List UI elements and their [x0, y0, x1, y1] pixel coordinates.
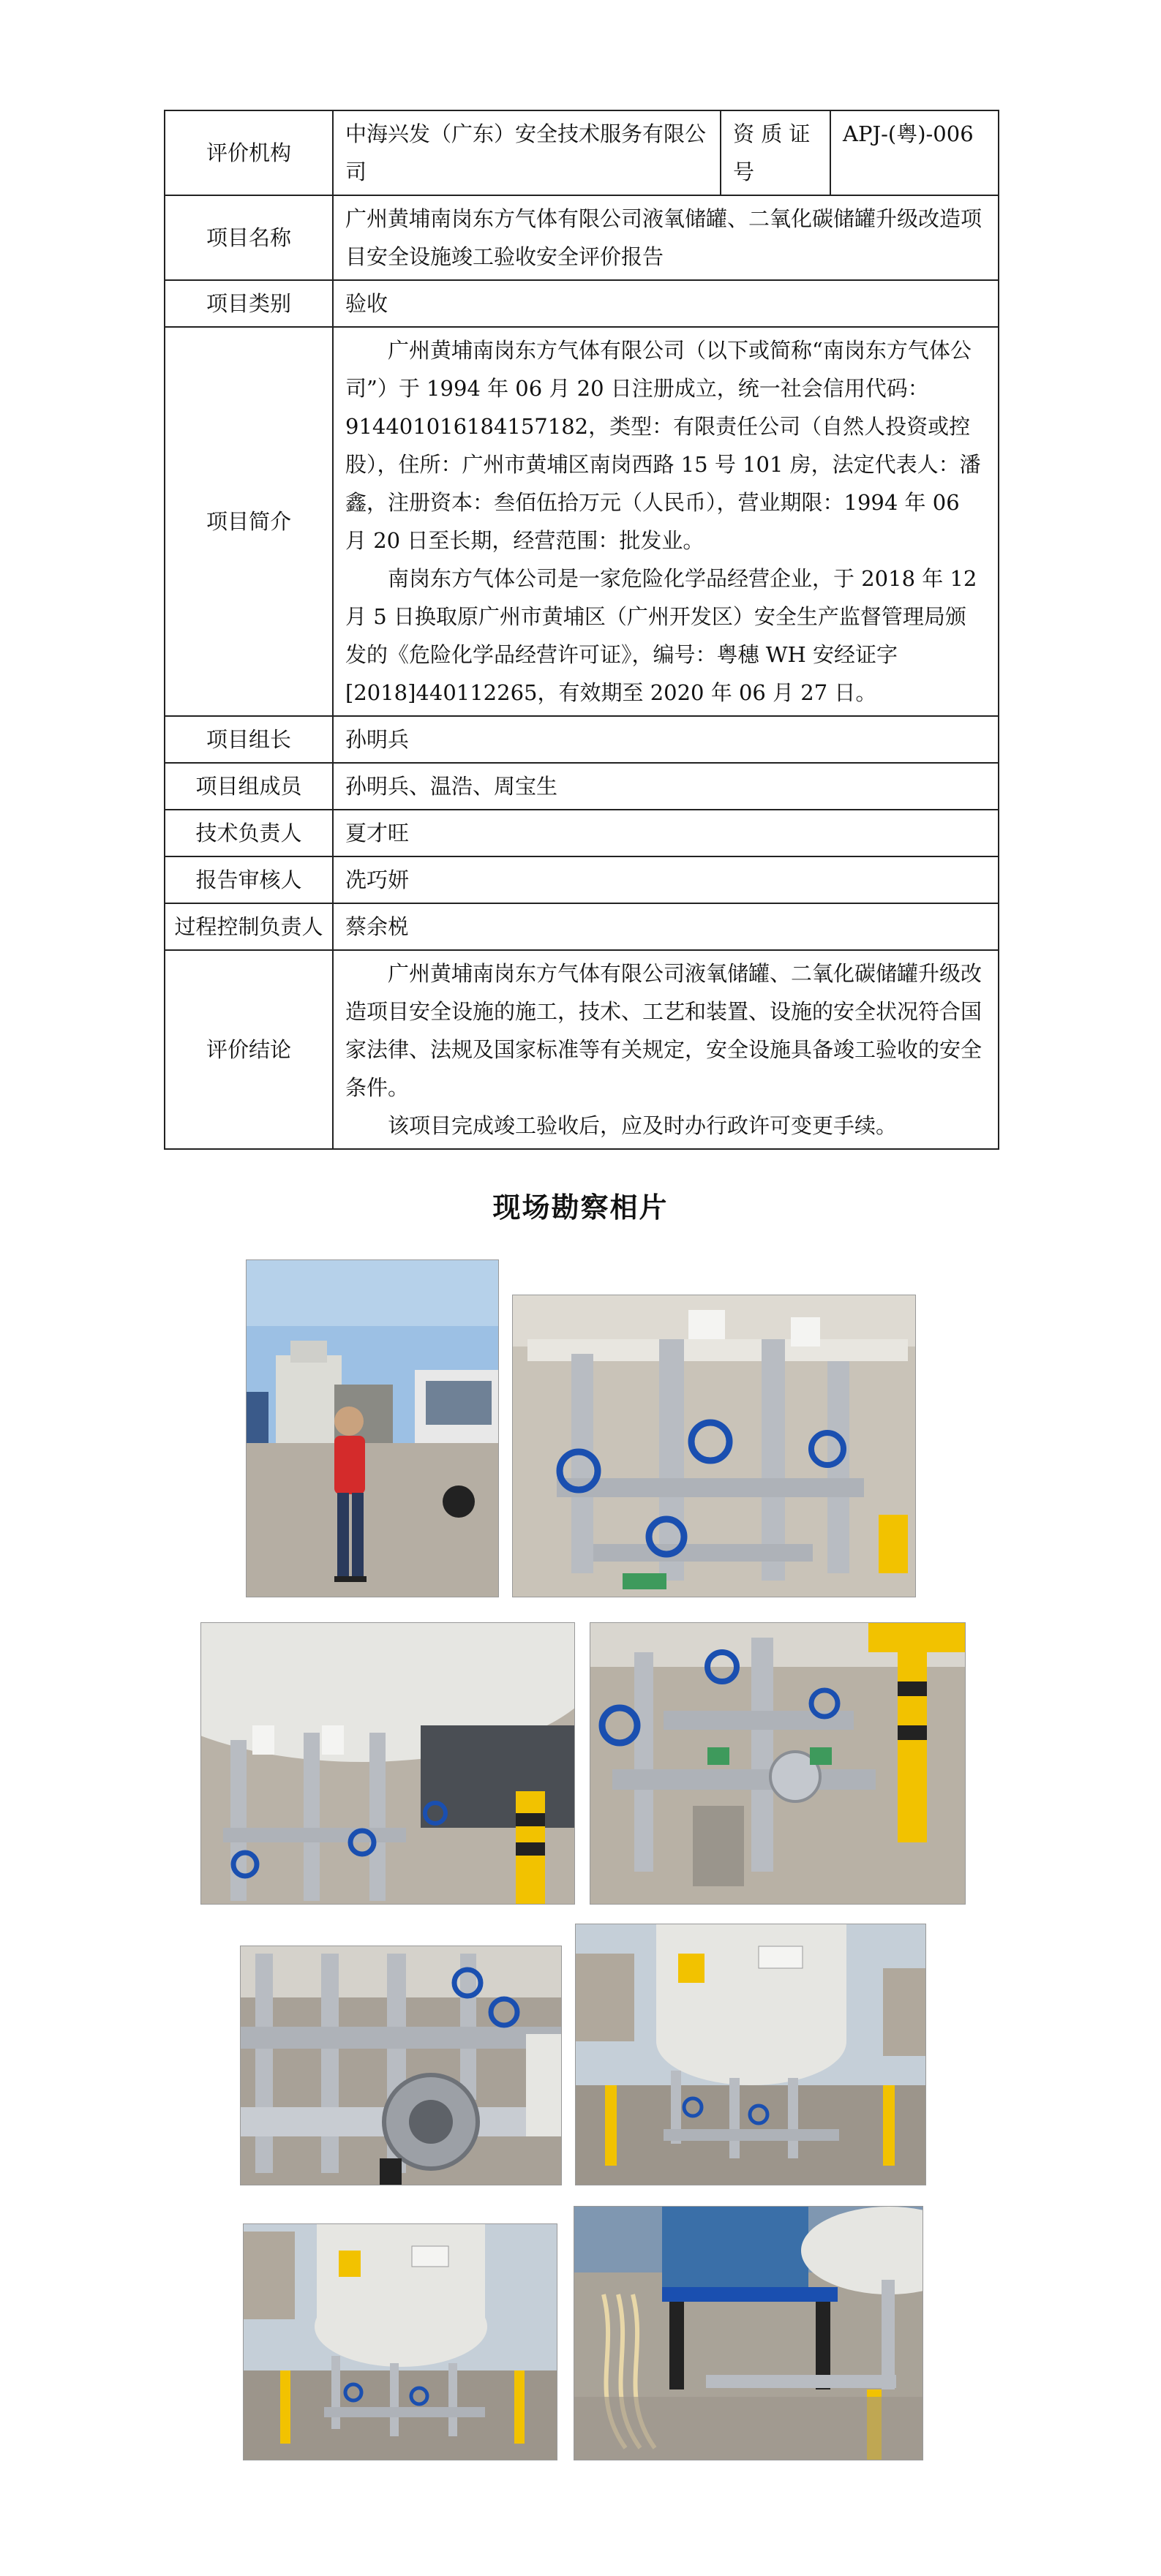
site-photo-flange — [240, 1946, 562, 2185]
conclusion-paragraph-1: 广州黄埔南岗东方气体有限公司液氧储罐、二氧化碳储罐升级改造项目安全设施的施工，技术、工艺和装置、设施的安全状况符合国家法律、法规及国家标准等有关规定，安全设施具备竣工验收的安全条件。 — [345, 961, 982, 1100]
site-photo-person — [246, 1259, 499, 1597]
row-org — [165, 110, 999, 195]
site-photo-storage-tank-2 — [243, 2223, 557, 2460]
process-label: 过程控制负责人 — [165, 903, 333, 950]
cert-label: 资 质 证 号 — [721, 110, 830, 195]
intro-label: 项目简介 — [165, 327, 333, 716]
category-label: 项目类别 — [165, 280, 333, 327]
intro-paragraph-1: 广州黄埔南岗东方气体有限公司（以下或简称“南岗东方气体公司”）于 1994 年 06 月 20 日注册成立，统一社会信用代码：914401016184157182，类型：有限责任公司（自然人投资或控股），住所：广州市黄埔区南岗西路 15 号 101 房，法定代表人：潘鑫，注册资本：叁佰伍拾万元（人民币），营业期限：1994 年 06 月 20 日至长期，经营范围：批发业。 — [345, 338, 981, 553]
name-value: 广州黄埔南岗东方气体有限公司液氧储罐、二氧化碳储罐升级改造项目安全设施竣工验收安全评价报告 — [333, 195, 999, 280]
leader-label: 项目组长 — [165, 716, 333, 763]
members-value: 孙明兵、温浩、周宝生 — [333, 763, 999, 810]
reviewer-label: 报告审核人 — [165, 856, 333, 903]
conclusion-label: 评价结论 — [165, 950, 333, 1149]
conclusion-paragraph-2: 该项目完成竣工验收后，应及时办行政许可变更手续。 — [388, 1113, 898, 1138]
site-photo-storage-tank-1 — [575, 1924, 926, 2185]
category-value: 验收 — [333, 280, 999, 327]
intro-value — [333, 327, 999, 716]
intro-paragraph-2: 南岗东方气体公司是一家危险化学品经营企业，于 2018 年 12 月 5 日换取原广州市黄埔区（广州开发区）安全生产监督管理局颁发的《危险化学品经营许可证》，编号：粤穗 WH 安经证字[2018]440112265，有效期至 2020 年 06 月 27 日。 — [345, 566, 977, 705]
row-reviewer — [165, 856, 999, 903]
row-intro — [165, 327, 999, 716]
process-value: 蔡余棁 — [333, 903, 999, 950]
site-photo-tank-hoses — [574, 2206, 923, 2460]
org-label: 评价机构 — [165, 110, 333, 195]
row-name — [165, 195, 999, 280]
project-info-table — [164, 110, 999, 1150]
row-leader — [165, 716, 999, 763]
cert-value: APJ-(粤)-006 — [830, 110, 999, 195]
members-label: 项目组成员 — [165, 763, 333, 810]
row-members — [165, 763, 999, 810]
row-process — [165, 903, 999, 950]
row-conclusion — [165, 950, 999, 1149]
photos-heading: 现场勘察相片 — [492, 1191, 669, 1224]
conclusion-value — [333, 950, 999, 1149]
org-value: 中海兴发（广东）安全技术服务有限公司 — [333, 110, 721, 195]
site-photo-pipes-valves — [512, 1295, 916, 1597]
site-photo-valve-manifold — [590, 1622, 966, 1905]
row-tech — [165, 810, 999, 856]
site-photo-tank-underside — [200, 1622, 575, 1905]
reviewer-value: 冼巧妍 — [333, 856, 999, 903]
tech-value: 夏才旺 — [333, 810, 999, 856]
tech-label: 技术负责人 — [165, 810, 333, 856]
leader-value: 孙明兵 — [333, 716, 999, 763]
row-category — [165, 280, 999, 327]
name-label: 项目名称 — [165, 195, 333, 280]
